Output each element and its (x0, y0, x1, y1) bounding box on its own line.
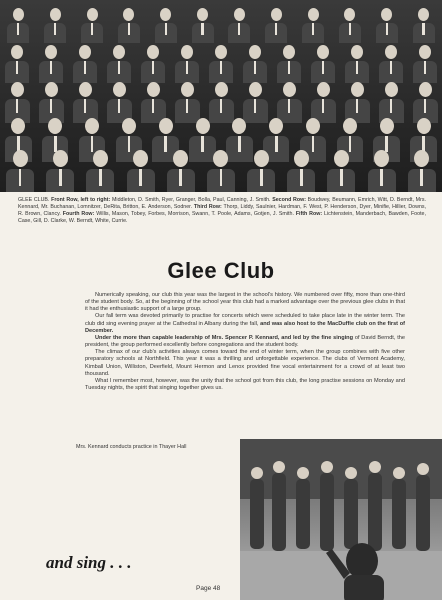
photo-person (379, 45, 403, 83)
caption-front-row: Middleton, D. Smith, Ryer, Granger, Bolla, Paul, Canning, J. Smith. (112, 197, 271, 203)
practice-photo-caption: Mrs. Kennard conducts practice in Thayer Hall (76, 444, 187, 450)
photo-person (5, 82, 30, 123)
photo-person (379, 82, 404, 123)
photo-person (175, 45, 199, 83)
photo-person (127, 150, 155, 192)
photo-person (277, 45, 301, 83)
caption-front-label: Front Row, left to right: (51, 197, 111, 203)
photo-person (265, 8, 287, 43)
photo-person (107, 82, 132, 123)
photo-person (192, 8, 214, 43)
photo-person (155, 8, 177, 43)
caption-fourth-label: Fourth Row: (62, 211, 95, 217)
photo-person (327, 150, 355, 192)
photo-person (6, 150, 34, 192)
photo-person (175, 82, 200, 123)
photo-person (302, 8, 324, 43)
photo-person (5, 45, 29, 83)
caption-third-row: Thorp, Liddy, Saulnier, Hardman, F. West, P. Henderson, Dyer, Minifie, Hillier, Downs, R. Brown, Clancy. (18, 204, 427, 217)
photo-person (209, 82, 234, 123)
photo-person (368, 150, 396, 192)
photo-person (339, 8, 361, 43)
photo-person (243, 82, 268, 123)
photo-person (209, 45, 233, 83)
photo-person (228, 8, 250, 43)
photo-person (247, 150, 275, 192)
practice-photo-art (240, 439, 442, 600)
photo-person (141, 45, 165, 83)
photo-person (408, 150, 436, 192)
photo-person (81, 8, 103, 43)
page-title: Glee Club (167, 258, 275, 283)
photo-row-3 (0, 82, 442, 123)
practice-photo (240, 439, 442, 600)
photo-person (207, 150, 235, 192)
photo-person (345, 82, 370, 123)
photo-person (413, 8, 435, 43)
photo-person (7, 8, 29, 43)
photo-person (39, 82, 64, 123)
photo-person (141, 82, 166, 123)
photo-person (413, 82, 438, 123)
caption-second-row: Boudwey, Beumann, Emrich, Witt, D. Berndt, Mrs. Kennard, Mr. Buchanan, Lomnitzer, DeRita, Britton, E. Anderson, Sodner. (18, 197, 426, 210)
photo-person (86, 150, 114, 192)
photo-person (46, 150, 74, 192)
and-sing-tagline: and sing . . . (46, 553, 132, 572)
caption-second-label: Second Row: (272, 197, 306, 203)
paragraph-4: The climax of our club's activities always comes toward the end of winter term, when the group combines with five other preparatory schools at Northfield. This year it was a thrilling and unforgettable experience. The clubs of Vermont Academy, Kimball Union, Williston, Deerfield, Mount Hermon and Lenox provided fine vocal entertainment for a crowd of at least two thousand. (85, 349, 405, 377)
group-photo (0, 0, 442, 192)
photo-caption-names (18, 197, 426, 225)
photo-person (39, 45, 63, 83)
paragraph-3: Under the more than capable leadership of Mrs. Spencer P. Kennard, and led by the fine singing of David Berndt, the president, the group performed excellently before congregations and the student body. (85, 334, 405, 349)
photo-person (311, 82, 336, 123)
photo-person (413, 45, 437, 83)
photo-person (107, 45, 131, 83)
caption-third-label: Third Row: (193, 204, 222, 210)
caption-fifth-row: Lichtenstein, Manderbach, Bawden, Foote, Case, Gill, D. Clarke, W. Berndt, White, Currie. (18, 211, 426, 224)
photo-person (118, 8, 140, 43)
photo-person (345, 45, 369, 83)
photo-person (167, 150, 195, 192)
page-number: Page 48 (196, 585, 221, 592)
photo-person (311, 45, 335, 83)
photo-person (44, 8, 66, 43)
photo-row-4 (0, 45, 442, 83)
photo-row-1 (0, 150, 442, 192)
paragraph-2: Our fall term was devoted primarily to practise for concerts which were scheduled to take place late in the winter term. The club did sing evening prayer at the Cathedral in Albany during the fall, and was also host to the MacDuffie club on the first of December. (85, 313, 405, 334)
paragraph-1: Numerically speaking, our club this year was the largest in the school's history. We numbered over fifty, more than one-third of the student body. So, at the beginning of the school year this club had a marked advantage over the previous glee clubs in that it had the enthusiastic support of a large group. (85, 292, 405, 313)
caption-fourth-row: Willis, Mason, Tobey, Forbes, Morrison, Swann, T. Poole, Adams, Gotjen, J. Smith. (96, 211, 294, 217)
photo-person (376, 8, 398, 43)
photo-person (277, 82, 302, 123)
photo-person (243, 45, 267, 83)
photo-person (73, 45, 97, 83)
caption-fifth-label: Fifth Row: (295, 211, 323, 217)
photo-row-5 (0, 8, 442, 43)
photo-person (287, 150, 315, 192)
paragraph-5: What I remember most, however, was the unity that the school got from this club, the long practise sessions on Monday and Tuesday nights, the spirit that singing together gives us. (85, 377, 405, 392)
photo-person (73, 82, 98, 123)
article-body (85, 292, 405, 392)
caption-lead: GLEE CLUB. (18, 197, 50, 203)
